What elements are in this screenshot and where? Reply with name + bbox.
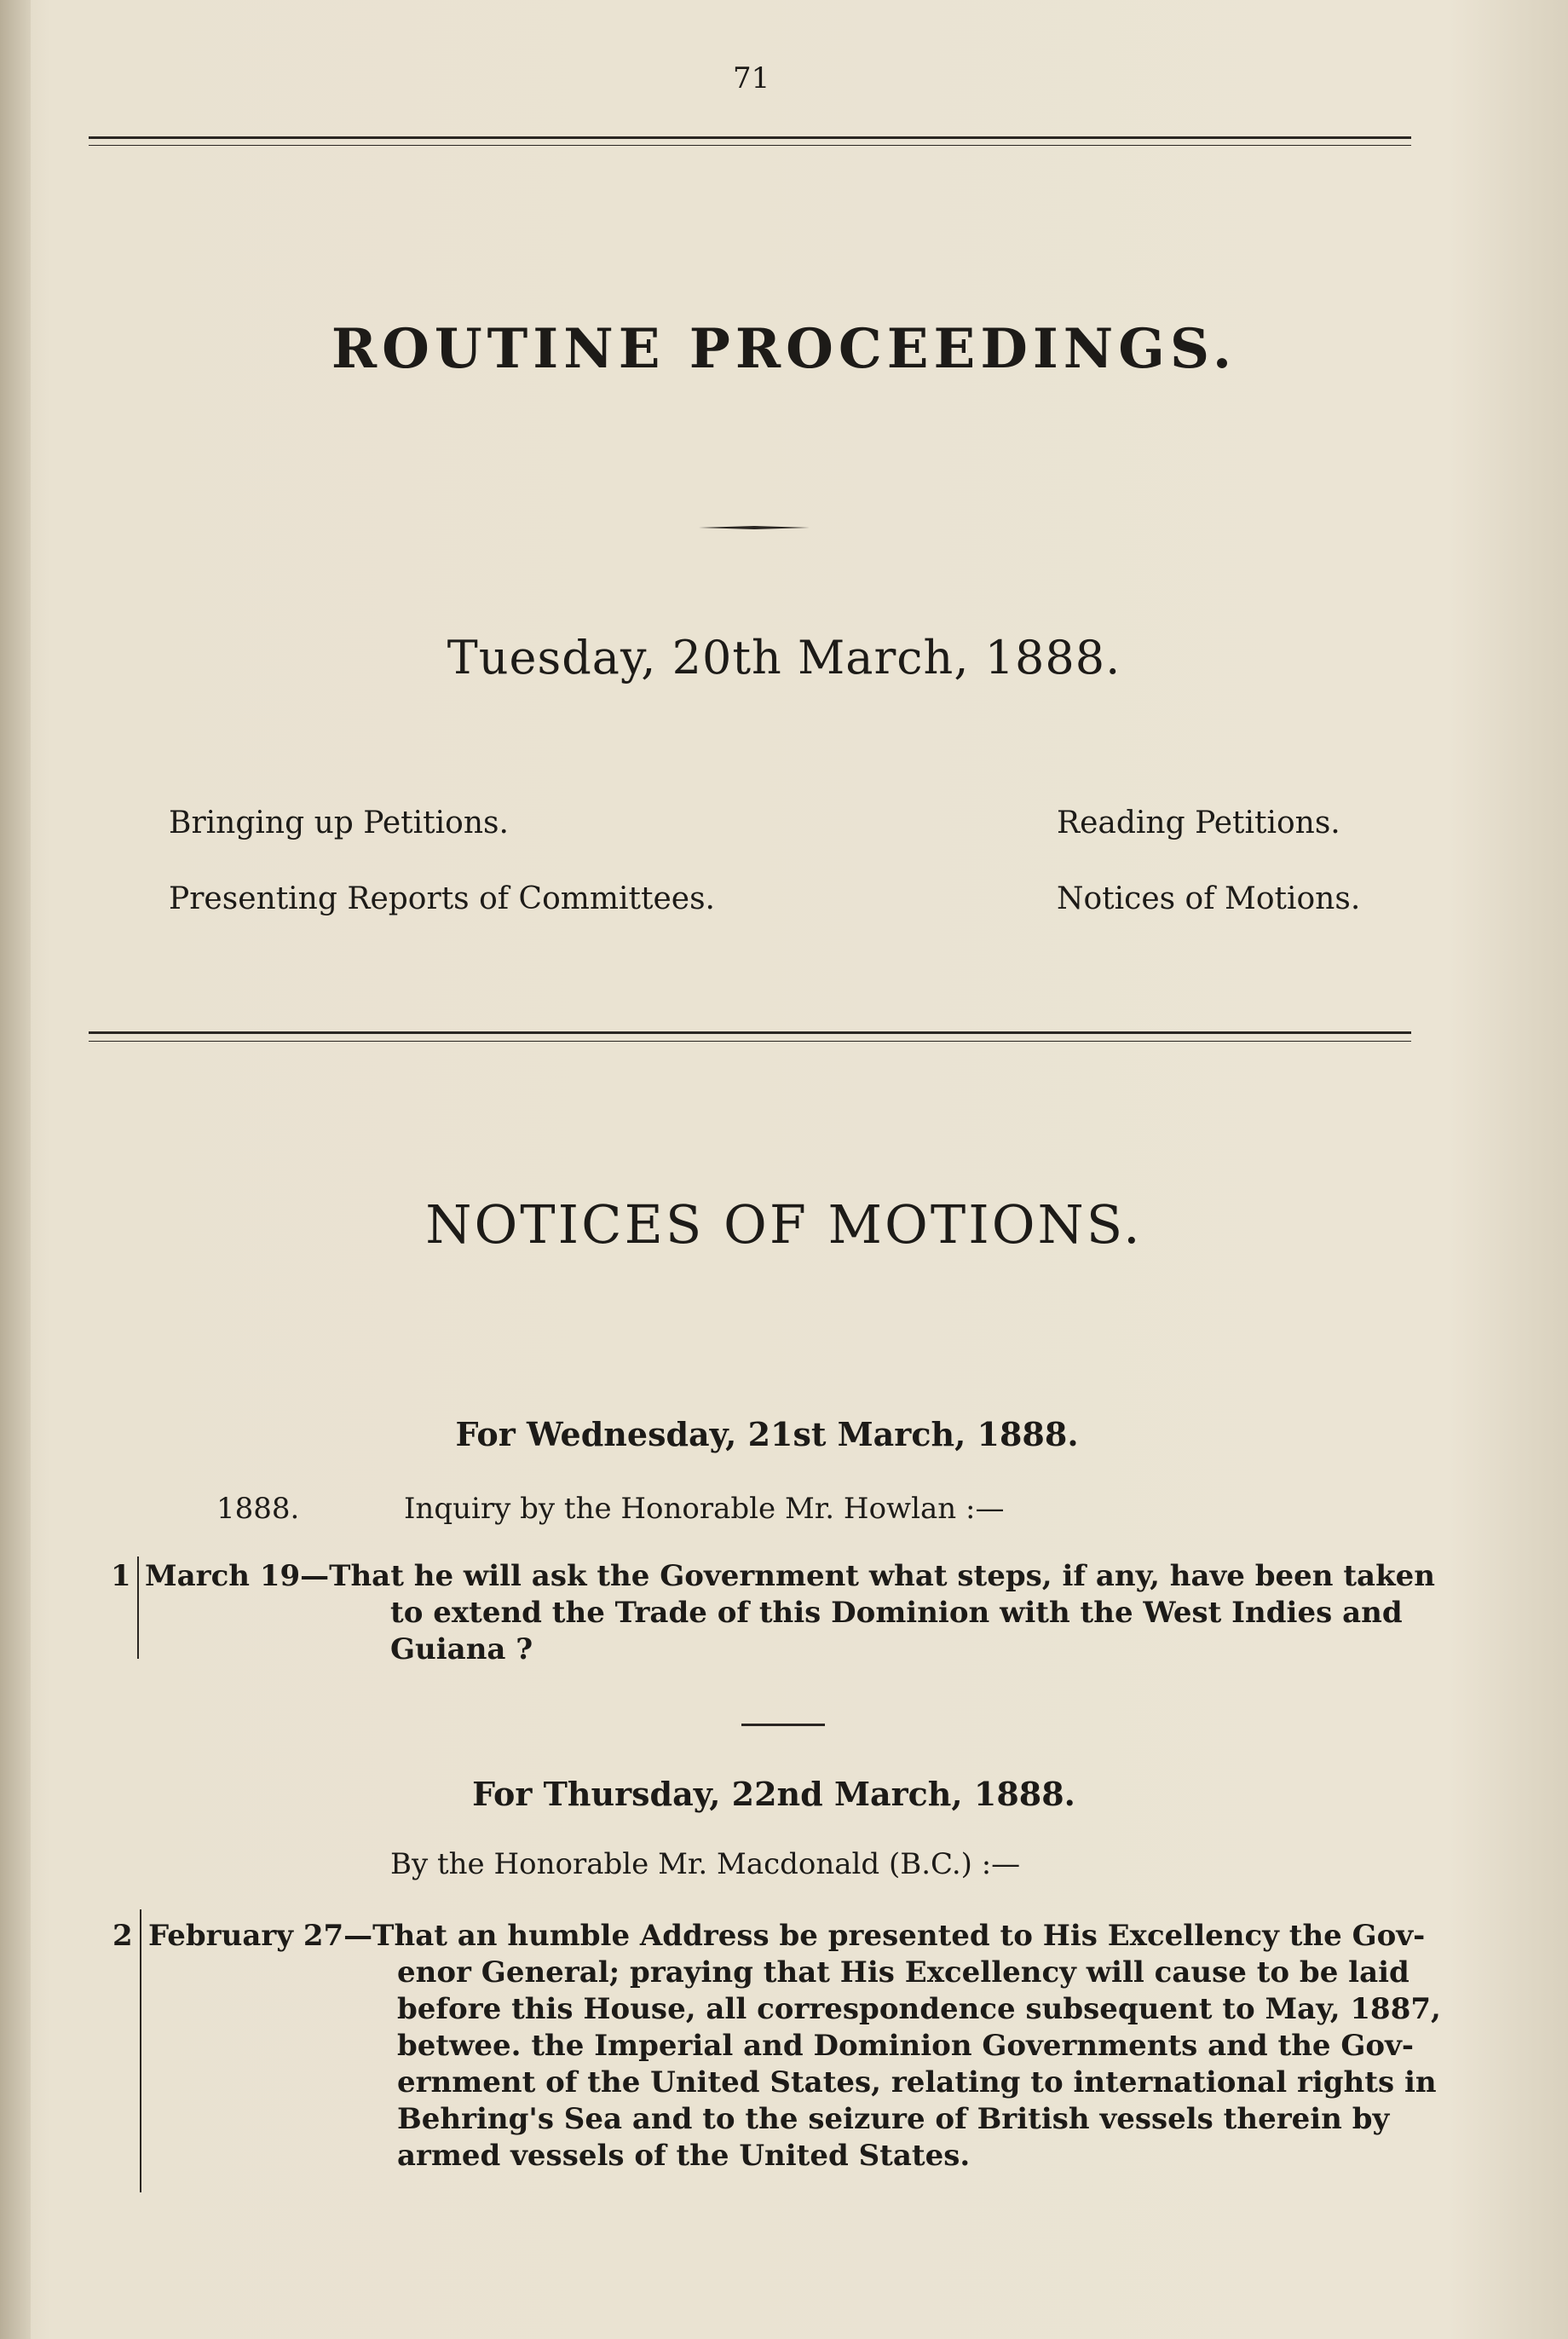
motion-date-line: March 19—That he will ask the Government what steps, if any, have been taken xyxy=(145,1559,1435,1593)
inquiry-line: Inquiry by the Honorable Mr. Howlan :— xyxy=(404,1492,1005,1526)
top-rule-thin xyxy=(89,145,1411,146)
ornament-flourish xyxy=(699,525,810,530)
routine-item: Notices of Motions. xyxy=(1057,881,1361,916)
motion-text-line: Guiana ? xyxy=(390,1632,533,1666)
divider-rule-thin xyxy=(89,1041,1411,1042)
top-rule xyxy=(89,136,1411,139)
motion-text-line: betwee. the Imperial and Dominion Governments and the Gov- xyxy=(397,2029,1414,2063)
section-date-heading: For Wednesday, 21st March, 1888. xyxy=(455,1415,1079,1453)
motion-text-line: Behring's Sea and to the seizure of British vessels therein by xyxy=(397,2102,1390,2136)
routine-item: Bringing up Petitions. xyxy=(169,806,509,840)
margin-bar xyxy=(140,1909,141,2192)
heading-routine-proceedings: ROUTINE PROCEEDINGS. xyxy=(331,317,1237,381)
motion-number: 2 xyxy=(112,1919,133,1953)
divider-rule xyxy=(89,1031,1411,1034)
motion-number: 1 xyxy=(111,1559,131,1593)
motion-text-line: to extend the Trade of this Dominion with the West Indies and xyxy=(390,1596,1403,1630)
motion-text-line: before this House, all correspondence subsequent to May, 1887, xyxy=(397,1992,1441,2026)
section-separator xyxy=(741,1724,825,1726)
margin-bar xyxy=(137,1556,139,1659)
routine-item: Reading Petitions. xyxy=(1057,806,1340,840)
motion-text-line: armed vessels of the United States. xyxy=(397,2139,971,2173)
page-number: 71 xyxy=(733,61,770,95)
inquiry-line: By the Honorable Mr. Macdonald (B.C.) :— xyxy=(390,1847,1021,1881)
sitting-date: Tuesday, 20th March, 1888. xyxy=(447,631,1121,684)
section-date-heading: For Thursday, 22nd March, 1888. xyxy=(472,1775,1075,1813)
motion-text-line: enor General; praying that His Excellency will cause to be laid xyxy=(397,1955,1409,1990)
section-year: 1888. xyxy=(216,1492,300,1526)
motion-date-line: February 27—That an humble Address be presented to His Excellency the Gov- xyxy=(148,1919,1426,1953)
heading-notices-of-motions: NOTICES OF MOTIONS. xyxy=(425,1193,1143,1256)
routine-item: Presenting Reports of Committees. xyxy=(169,881,715,916)
motion-text-line: ernment of the United States, relating to international rights in xyxy=(397,2065,1437,2099)
